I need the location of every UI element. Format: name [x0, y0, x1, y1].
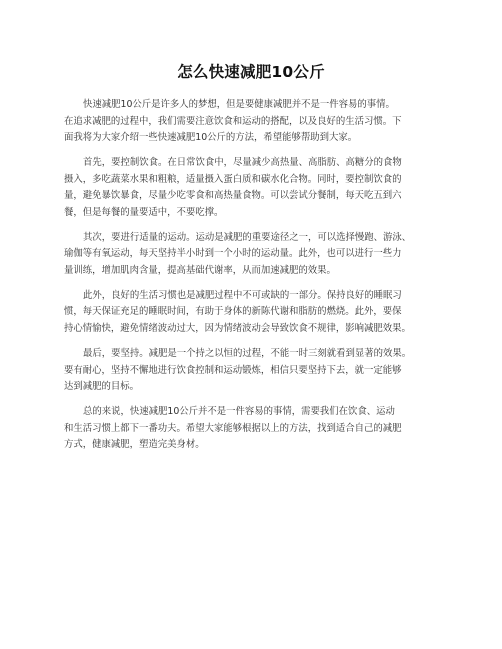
paragraph-line: 量训练，增加肌肉含量，提高基础代谢率，从而加速减肥的效果。 — [64, 264, 336, 276]
paragraph-line: 总的来说，快速减肥10公斤并不是一件容易的事情，需要我们在饮食、运动 — [83, 405, 395, 417]
paragraph-line: 量，避免暴饮暴食，尽量少吃零食和高热量食物。可以尝试分餐制，每天吃五到六 — [64, 190, 402, 202]
paragraph-line: 要有耐心，坚持不懈地进行饮食控制和运动锻炼，相信只要坚持下去，就一定能够 — [64, 364, 402, 376]
paragraph-line: 快速减肥10公斤是许多人的梦想，但是要健康减肥并不是一件容易的事情。 — [83, 99, 395, 110]
paragraph-line: 面我将为大家介绍一些快速减肥10公斤的方法，希望能够帮助到大家。 — [64, 132, 358, 144]
paragraph-line: 在追求减肥的过程中，我们需要注意饮食和运动的搭配，以及良好的生活习惯。下 — [64, 115, 402, 127]
paragraph-line: 餐，但是每餐的量要适中，不要吃撑。 — [64, 206, 224, 218]
paragraph-line: 和生活习惯上都下一番功夫。希望大家能够根据以上的方法，找到适合自己的减肥 — [64, 422, 402, 434]
paragraph-line: 达到减肥的目标。 — [64, 381, 140, 393]
document-body — [64, 97, 442, 462]
paragraph-habits — [64, 288, 442, 338]
paragraph-intro — [64, 97, 442, 147]
paragraph-exercise — [64, 230, 442, 280]
paragraph-line: 此外，良好的生活习惯也是减肥过程中不可或缺的一部分。保持良好的睡眠习 — [83, 289, 402, 301]
paragraph-line: 首先，要控制饮食。在日常饮食中，尽量减少高热量、高脂肪、高糖分的食物 — [83, 157, 402, 169]
paragraph-line: 其次，要进行适量的运动。运动是减肥的重要途径之一，可以选择慢跑、游泳、 — [83, 231, 412, 243]
paragraph-line: 持心情愉快，避免情绪波动过大，因为情绪波动会导致饮食不规律，影响减肥效果。 — [64, 323, 411, 335]
paragraph-line: 惯，每天保证充足的睡眠时间，有助于身体的新陈代谢和脂肪的燃烧。此外，要保 — [64, 306, 402, 318]
paragraph-summary — [64, 404, 442, 454]
paragraph-line: 瑜伽等有氧运动，每天坚持半小时到一个小时的运动量。此外，也可以进行一些力 — [64, 248, 402, 260]
paragraph-diet — [64, 155, 442, 221]
paragraph-line: 方式，健康减肥，塑造完美身材。 — [64, 439, 205, 451]
paragraph-persistence — [64, 346, 442, 396]
paragraph-line: 最后，要坚持。减肥是一个持之以恒的过程，不能一时三刻就看到显著的效果。 — [83, 347, 412, 359]
document-title: 怎么快速减肥10公斤 — [177, 63, 325, 81]
paragraph-line: 摄入，多吃蔬菜水果和粗粮，适量摄入蛋白质和碳水化合物。同时，要控制饮食的 — [64, 173, 402, 185]
